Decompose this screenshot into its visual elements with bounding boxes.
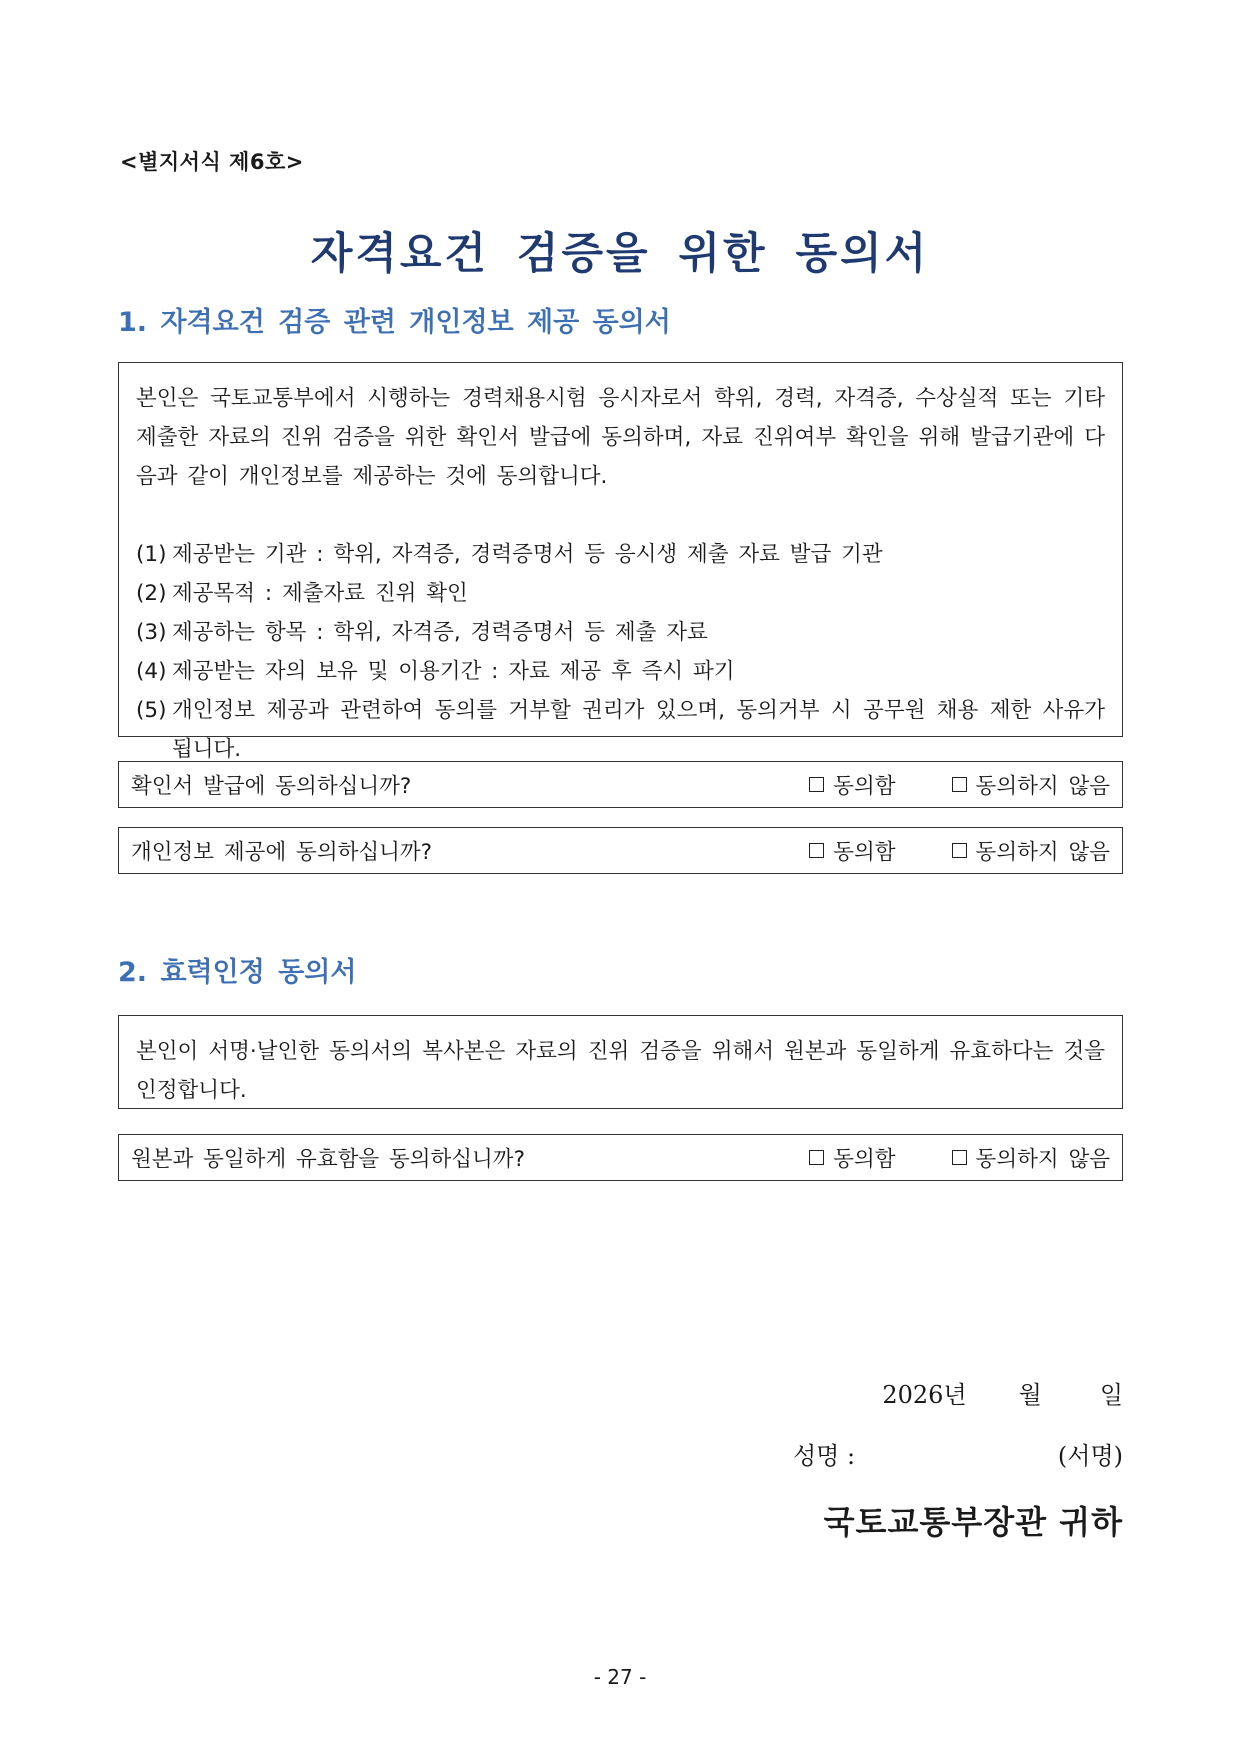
disagree-label: 동의하지 않음 <box>975 774 1110 799</box>
name-label: 성명 : <box>793 1442 856 1470</box>
list-item <box>136 613 1105 652</box>
document-title: 자격요건 검증을 위한 동의서 <box>310 229 930 279</box>
list-item <box>136 691 1105 769</box>
item-text: 제공받는 자의 보유 및 이용기간 : 자료 제공 후 즉시 파기 <box>172 659 735 684</box>
section2-consent-box <box>118 1015 1123 1109</box>
item-number: (2) <box>136 581 167 606</box>
disagree-checkbox[interactable] <box>952 843 967 858</box>
question-text: 개인정보 제공에 동의하십니까? <box>131 840 433 865</box>
disagree-option[interactable] <box>952 769 1110 800</box>
question-row-copy-validity <box>118 1134 1123 1181</box>
question-row-personal-info <box>118 827 1123 874</box>
item-number: (3) <box>136 620 167 645</box>
item-number: (1) <box>136 542 167 567</box>
item-number: (5) <box>136 698 167 723</box>
section1-consent-box <box>118 362 1123 762</box>
section1-intro: 본인은 국토교통부에서 시행하는 경력채용시험 응시자로서 학위, 경력, 자격증, 수상실적 또는 기타 제출한 자료의 진위 검증을 위한 확인서 발급에 동의하며, 자료 진위여부 확인을 위해 발급기관에 다음과 같이 개인정보를 제공하는 것에 동의합니다. <box>136 386 1105 489</box>
date-line <box>882 1375 1123 1410</box>
disagree-checkbox[interactable] <box>952 1150 967 1165</box>
item-text: 제공하는 항목 : 학위, 자격증, 경력증명서 등 제출 자료 <box>172 620 708 645</box>
disagree-checkbox[interactable] <box>952 777 967 792</box>
addressee: 국토교통부장관 귀하 <box>823 1503 1123 1541</box>
question-row-certificate <box>118 761 1123 808</box>
disagree-label: 동의하지 않음 <box>975 1147 1110 1172</box>
list-item <box>136 652 1105 691</box>
section1-heading: 1. 자격요건 검증 관련 개인정보 제공 동의서 <box>118 307 671 338</box>
section2-intro: 본인이 서명·날인한 동의서의 복사본은 자료의 진위 검증을 위해서 원본과 동일하게 유효하다는 것을 인정합니다. <box>136 1039 1105 1103</box>
agree-label: 동의함 <box>833 774 896 799</box>
agree-label: 동의함 <box>833 840 896 865</box>
list-item <box>136 574 1105 613</box>
item-text: 제공목적 : 제출자료 진위 확인 <box>172 581 468 606</box>
item-text: 개인정보 제공과 관련하여 동의를 거부할 권리가 있으며, 동의거부 시 공무원 채용 제한 사유가 됩니다. <box>172 698 1105 762</box>
section2-heading: 2. 효력인정 동의서 <box>118 957 357 988</box>
item-number: (4) <box>136 659 167 684</box>
page-number: - 27 - <box>593 1665 647 1689</box>
agree-option[interactable] <box>809 769 895 800</box>
date-day: 일 <box>1099 1381 1123 1409</box>
agree-option[interactable] <box>809 1142 895 1173</box>
date-year: 2026년 <box>882 1381 967 1409</box>
disagree-label: 동의하지 않음 <box>975 840 1110 865</box>
item-text: 제공받는 기관 : 학위, 자격증, 경력증명서 등 응시생 제출 자료 발급 기관 <box>172 542 883 567</box>
sign-label: (서명) <box>1057 1442 1123 1470</box>
form-number: <별지서식 제6호> <box>120 150 304 174</box>
disagree-option[interactable] <box>952 835 1110 866</box>
agree-option[interactable] <box>809 835 895 866</box>
list-item <box>136 535 1105 574</box>
agree-checkbox[interactable] <box>809 843 824 858</box>
agree-checkbox[interactable] <box>809 1150 824 1165</box>
agree-label: 동의함 <box>833 1147 896 1172</box>
signature-line <box>793 1436 1123 1471</box>
date-month: 월 <box>1018 1381 1042 1409</box>
disagree-option[interactable] <box>952 1142 1110 1173</box>
question-text: 확인서 발급에 동의하십니까? <box>131 774 412 799</box>
question-text: 원본과 동일하게 유효함을 동의하십니까? <box>131 1147 525 1172</box>
agree-checkbox[interactable] <box>809 777 824 792</box>
